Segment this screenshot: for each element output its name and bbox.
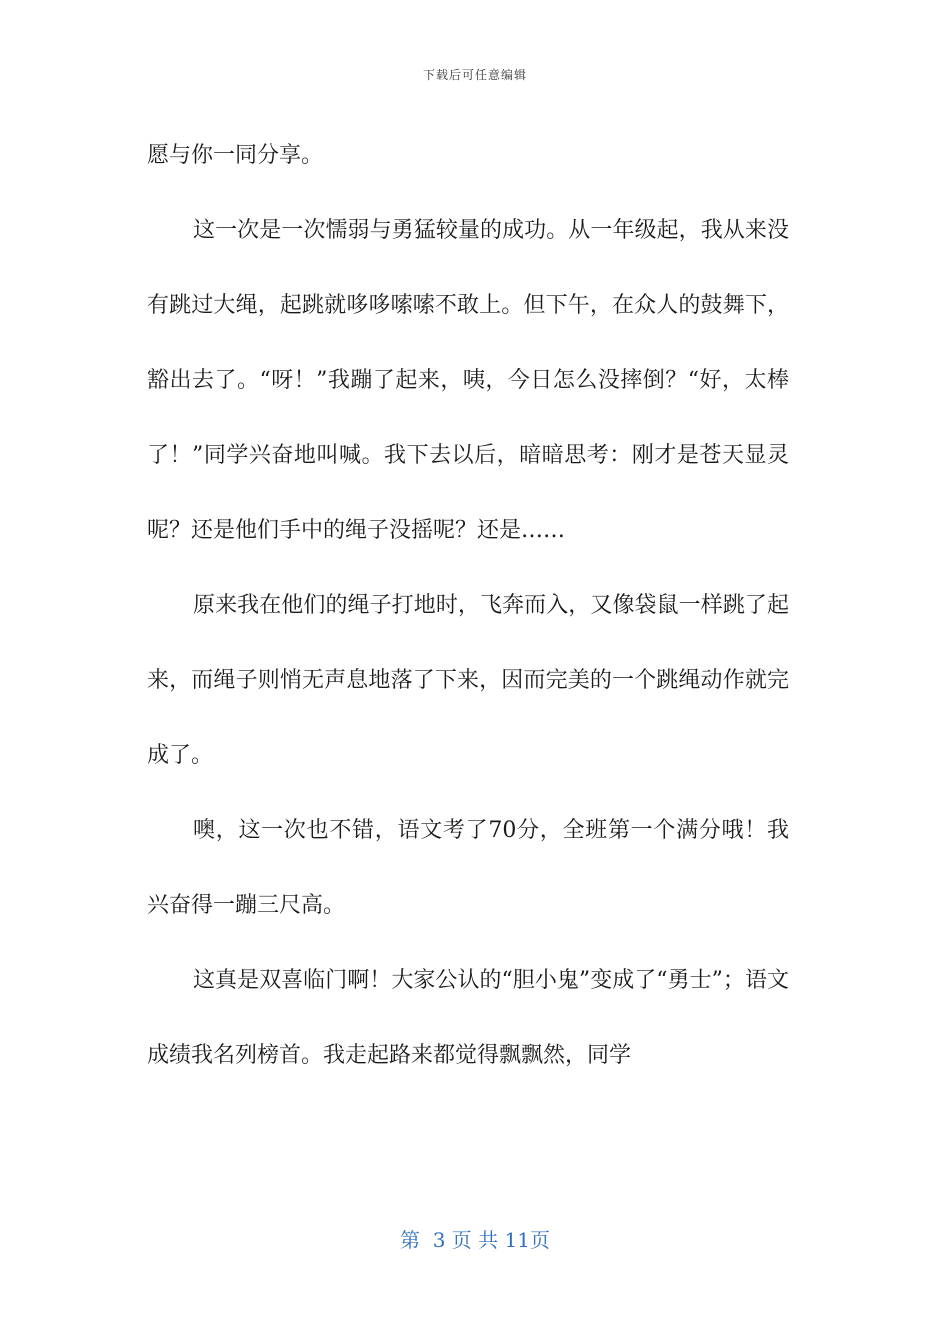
paragraph-2: 这一次是一次懦弱与勇猛较量的成功。从一年级起，我从来没有跳过大绳，起跳就哆哆嗦嗦不敢上。但下午，在众人的鼓舞下，豁出去了。“呀！”我蹦了起来，咦，今日怎么没摔倒？“好，太棒了！”同学兴奋地叫喊。我下去以后，暗暗思考：刚才是苍天显灵呢？还是他们手中的绳子没摇呢？还是…… bbox=[147, 218, 789, 543]
paragraph-4: 噢，这一次也不错，语文考了70分，全班第一个满分哦！我兴奋得一蹦三尺高。 bbox=[147, 818, 789, 918]
page-number-footer: 第 3 页 共 11页 bbox=[400, 1228, 550, 1252]
paragraph-3: 原来我在他们的绳子打地时，飞奔而入，又像袋鼠一样跳了起来，而绳子则悄无声息地落了下来，因而完美的一个跳绳动作就完成了。 bbox=[147, 593, 789, 768]
paragraph-5: 这真是双喜临门啊！大家公认的“胆小鬼”变成了“勇士”；语文成绩我名列榜首。我走起路来都觉得飘飘然，同学 bbox=[147, 968, 789, 1068]
document-body bbox=[147, 118, 789, 1093]
page-header: 下载后可任意编辑 bbox=[422, 68, 527, 82]
paragraph-1: 愿与你一同分享。 bbox=[147, 143, 324, 168]
